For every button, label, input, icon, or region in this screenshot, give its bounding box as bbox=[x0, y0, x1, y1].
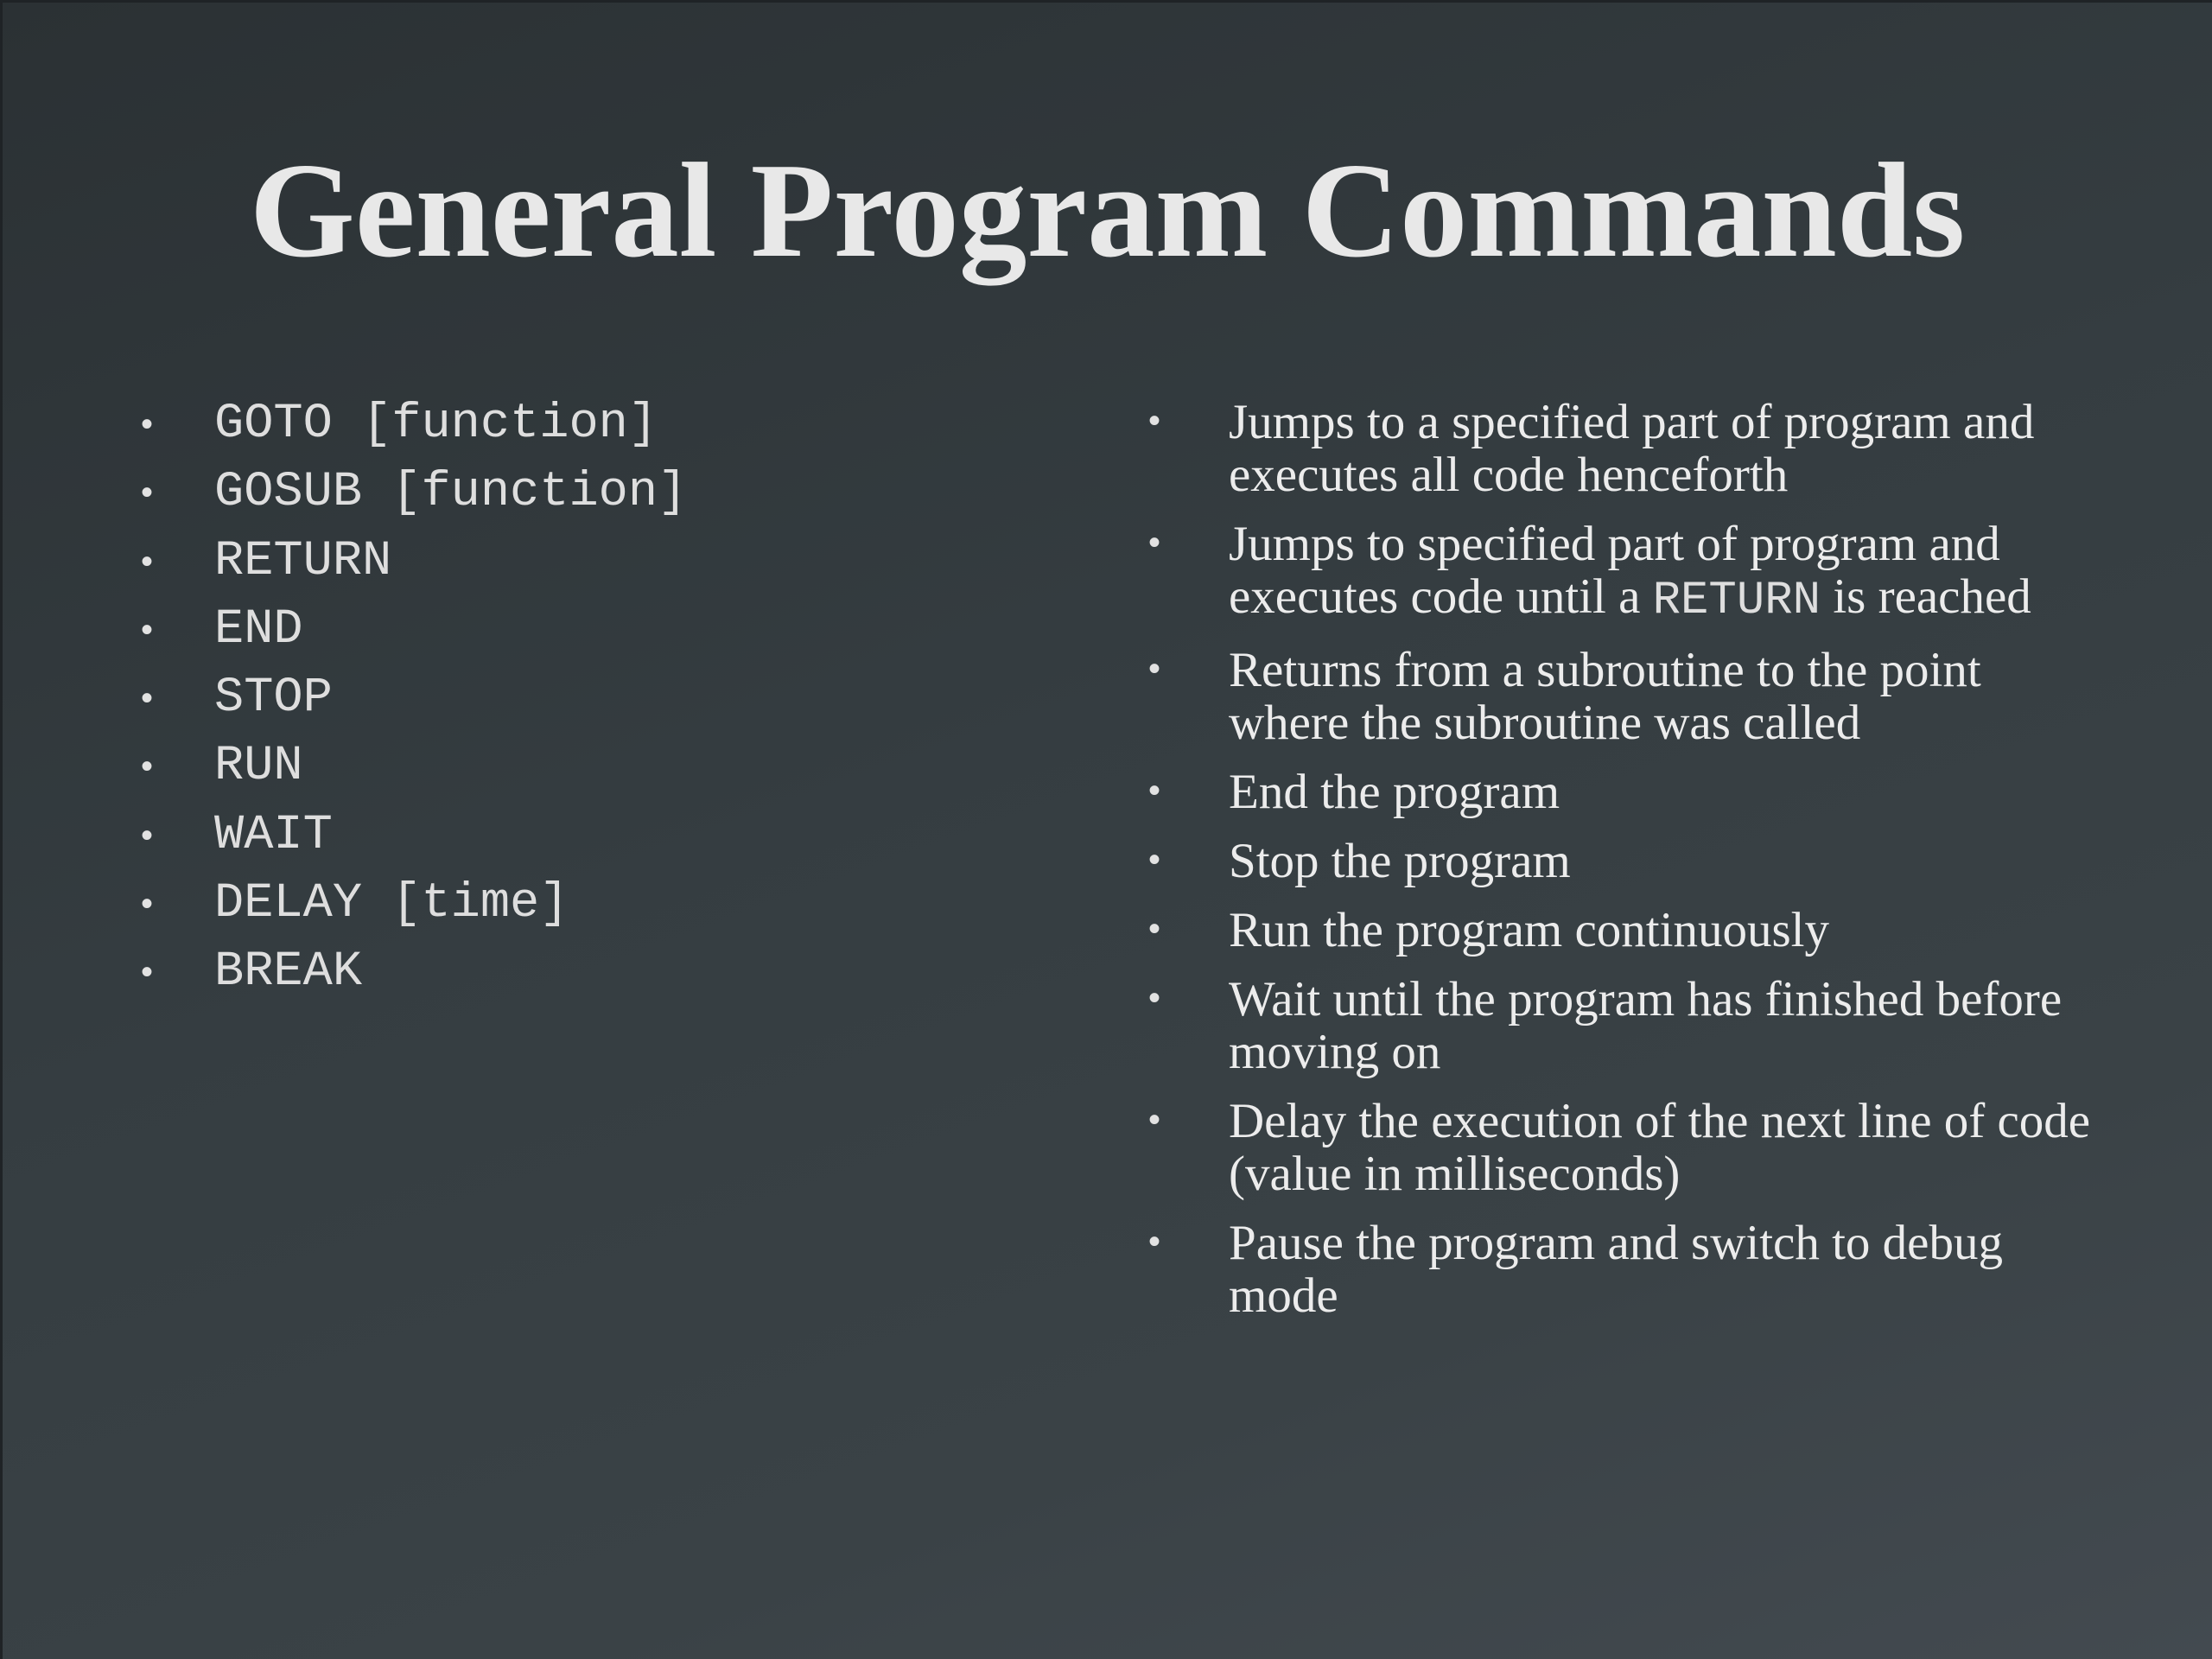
bullet-icon: • bbox=[1148, 650, 1161, 688]
bullet-icon: • bbox=[1148, 524, 1161, 562]
command-text: RETURN bbox=[214, 533, 392, 589]
bullet-icon: • bbox=[1148, 402, 1161, 440]
description-text: Stop the program bbox=[1229, 834, 1571, 888]
bullet-icon: • bbox=[141, 610, 154, 649]
command-text: END bbox=[214, 601, 303, 658]
slide bbox=[3, 3, 2212, 1659]
description-text: Run the program continuously bbox=[1229, 903, 1829, 957]
description-item bbox=[1148, 517, 2110, 627]
description-item bbox=[1148, 395, 2110, 502]
description-item bbox=[1148, 643, 2110, 750]
description-text: Returns from a subroutine to the point where the subroutine was called bbox=[1229, 643, 1981, 750]
description-item bbox=[1148, 765, 2110, 819]
description-text: Delay the execution of the next line of code (value in milliseconds) bbox=[1229, 1094, 2091, 1201]
description-text: Jumps to specified part of program and executes code until a bbox=[1229, 517, 2000, 624]
command-text: GOSUB [function] bbox=[214, 465, 688, 521]
bullet-icon: • bbox=[141, 679, 154, 718]
command-text: WAIT bbox=[214, 807, 333, 863]
bullet-icon: • bbox=[141, 405, 154, 443]
description-list bbox=[3, 396, 2212, 1338]
description-item bbox=[1148, 834, 2110, 888]
command-text: RUN bbox=[214, 739, 303, 795]
description-text: is reached bbox=[1821, 569, 2031, 624]
bullet-icon: • bbox=[1148, 979, 1161, 1017]
bullet-icon: • bbox=[141, 885, 154, 924]
bullet-icon: • bbox=[141, 542, 154, 581]
inline-code: RETURN bbox=[1652, 575, 1821, 627]
description-item bbox=[1148, 1094, 2110, 1201]
bullet-icon: • bbox=[1148, 772, 1161, 810]
description-text: Jumps to a specified part of program and executes all code henceforth bbox=[1229, 395, 2035, 502]
command-text: STOP bbox=[214, 671, 333, 727]
description-item bbox=[1148, 1216, 2110, 1323]
command-text: BREAK bbox=[214, 944, 363, 1001]
bullet-icon: • bbox=[1148, 910, 1161, 948]
command-text: GOTO [function] bbox=[214, 397, 658, 452]
command-text: DELAY [time] bbox=[214, 876, 569, 932]
bullet-icon: • bbox=[1148, 1223, 1161, 1261]
bullet-icon: • bbox=[141, 474, 154, 512]
bullet-icon: • bbox=[1148, 841, 1161, 879]
description-text: Pause the program and switch to debug mode bbox=[1229, 1216, 2003, 1323]
description-text: Wait until the program has finished before moving on bbox=[1229, 972, 2063, 1079]
bullet-icon: • bbox=[1148, 1101, 1161, 1139]
slide-title: General Program Commands bbox=[249, 135, 1966, 285]
bullet-icon: • bbox=[141, 747, 154, 786]
bullet-icon: • bbox=[141, 816, 154, 855]
description-item bbox=[1148, 903, 2110, 957]
bullet-icon: • bbox=[141, 953, 154, 992]
description-item bbox=[1148, 972, 2110, 1079]
description-text: End the program bbox=[1229, 765, 1560, 819]
